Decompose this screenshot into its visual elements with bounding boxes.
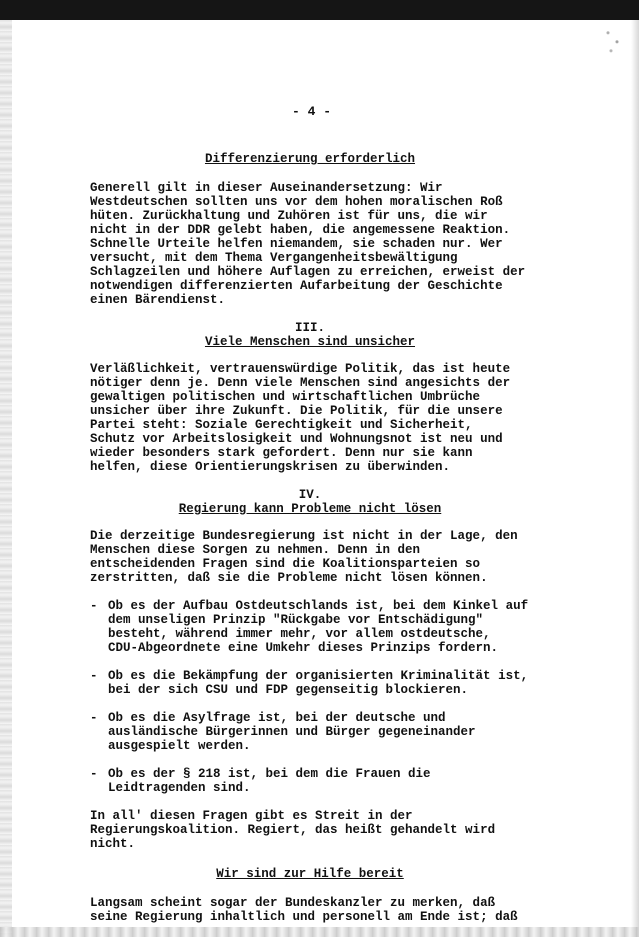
list-item — [90, 767, 530, 795]
bullet-dash: - — [90, 599, 98, 613]
scan-bottom-edge — [0, 927, 639, 937]
scan-top-border — [0, 0, 639, 20]
paragraph-hilfe: Langsam scheint sogar der Bundeskanzler zu merken, daß seine Regierung inhaltlich und personell am Ende ist; daß — [90, 896, 518, 924]
paragraph-differenzierung: Generell gilt in dieser Auseinandersetzung: Wir Westdeutschen sollten uns vor dem hohen moralischen Roß hüten. Zurückhaltung und Zuhören ist für uns, die wir nicht in der DDR gelebt haben, die angemessene Reaktion. Schnelle Urteile helfen niemandem, sie schaden nur. Wer versucht, mit dem Thema Vergangenheitsbewältigung Schlagzeilen und höhere Auflagen zu erreichen, erweist der notwendigen differenzierten Aufarbeitung der Geschichte einen Bärendienst. — [90, 181, 526, 307]
list-item-text: Ob es der Aufbau Ostdeutschlands ist, bei dem Kinkel auf dem unseligen Prinzip "Rückgabe vor Entschädigung" besteht, während immer mehr, vor allem ostdeutsche, CDU-Abgeordnete eine Umkehr dieses Prinzips fordern. — [108, 599, 529, 655]
scan-left-edge — [0, 20, 12, 937]
page-number: - 4 - — [292, 104, 332, 119]
section-heading-unsicher: Viele Menschen sind unsicher — [204, 335, 416, 349]
list-item-text: Ob es der § 218 ist, bei dem die Frauen die Leidtragenden sind. — [108, 767, 431, 795]
bullet-dash: - — [90, 711, 98, 725]
bullet-dash: - — [90, 669, 98, 683]
section-number-iii: III. — [294, 321, 325, 335]
document-body — [90, 96, 530, 924]
paragraph-unsicher: Verläßlichkeit, vertrauenswürdige Politik, das ist heute nötiger denn je. Denn viele Menschen sind angesichts der gewaltigen politischen und wirtschaftlichen Umbrüche unsicher über ihre Zukunft. Die Politik, für die unsere Partei steht: Soziale Gerechtigkeit und Sicherheit, Schutz vor Arbeitslosigkeit und Wohnungsnot ist neu und wieder besonders stark gefordert. Denn nur sie kann helfen, diese Orientierungskrisen zu überwinden. — [90, 362, 511, 474]
list-item-text: Ob es die Bekämpfung der organisierten Kriminalität ist, bei der sich CSU und FDP gegenseitig blockieren. — [108, 669, 529, 697]
list-item-text: Ob es die Asylfrage ist, bei der deutsche und ausländische Bürgerinnen und Bürger gegeneinander ausgespielt werden. — [108, 711, 476, 753]
scan-right-edge — [631, 20, 639, 937]
paragraph-closing: In all' diesen Fragen gibt es Streit in der Regierungskoalition. Regiert, das heißt gehandelt wird nicht. — [90, 809, 496, 851]
paragraph-regierung: Die derzeitige Bundesregierung ist nicht in der Lage, den Menschen diese Sorgen zu nehmen. Denn in den entscheidenden Fragen sind die Koalitionsparteien so zerstritten, daß sie die Probleme nicht lösen können. — [90, 529, 518, 585]
list-item — [90, 711, 530, 753]
bullet-dash: - — [90, 767, 98, 781]
section-heading-regierung: Regierung kann Probleme nicht lösen — [178, 502, 442, 516]
section-heading-differenzierung: Differenzierung erforderlich — [204, 152, 416, 166]
scan-speckle — [599, 22, 629, 58]
section-heading-hilfe: Wir sind zur Hilfe bereit — [216, 867, 404, 881]
list-item — [90, 599, 530, 655]
list-item — [90, 669, 530, 697]
section-number-iv: IV. — [298, 488, 322, 502]
